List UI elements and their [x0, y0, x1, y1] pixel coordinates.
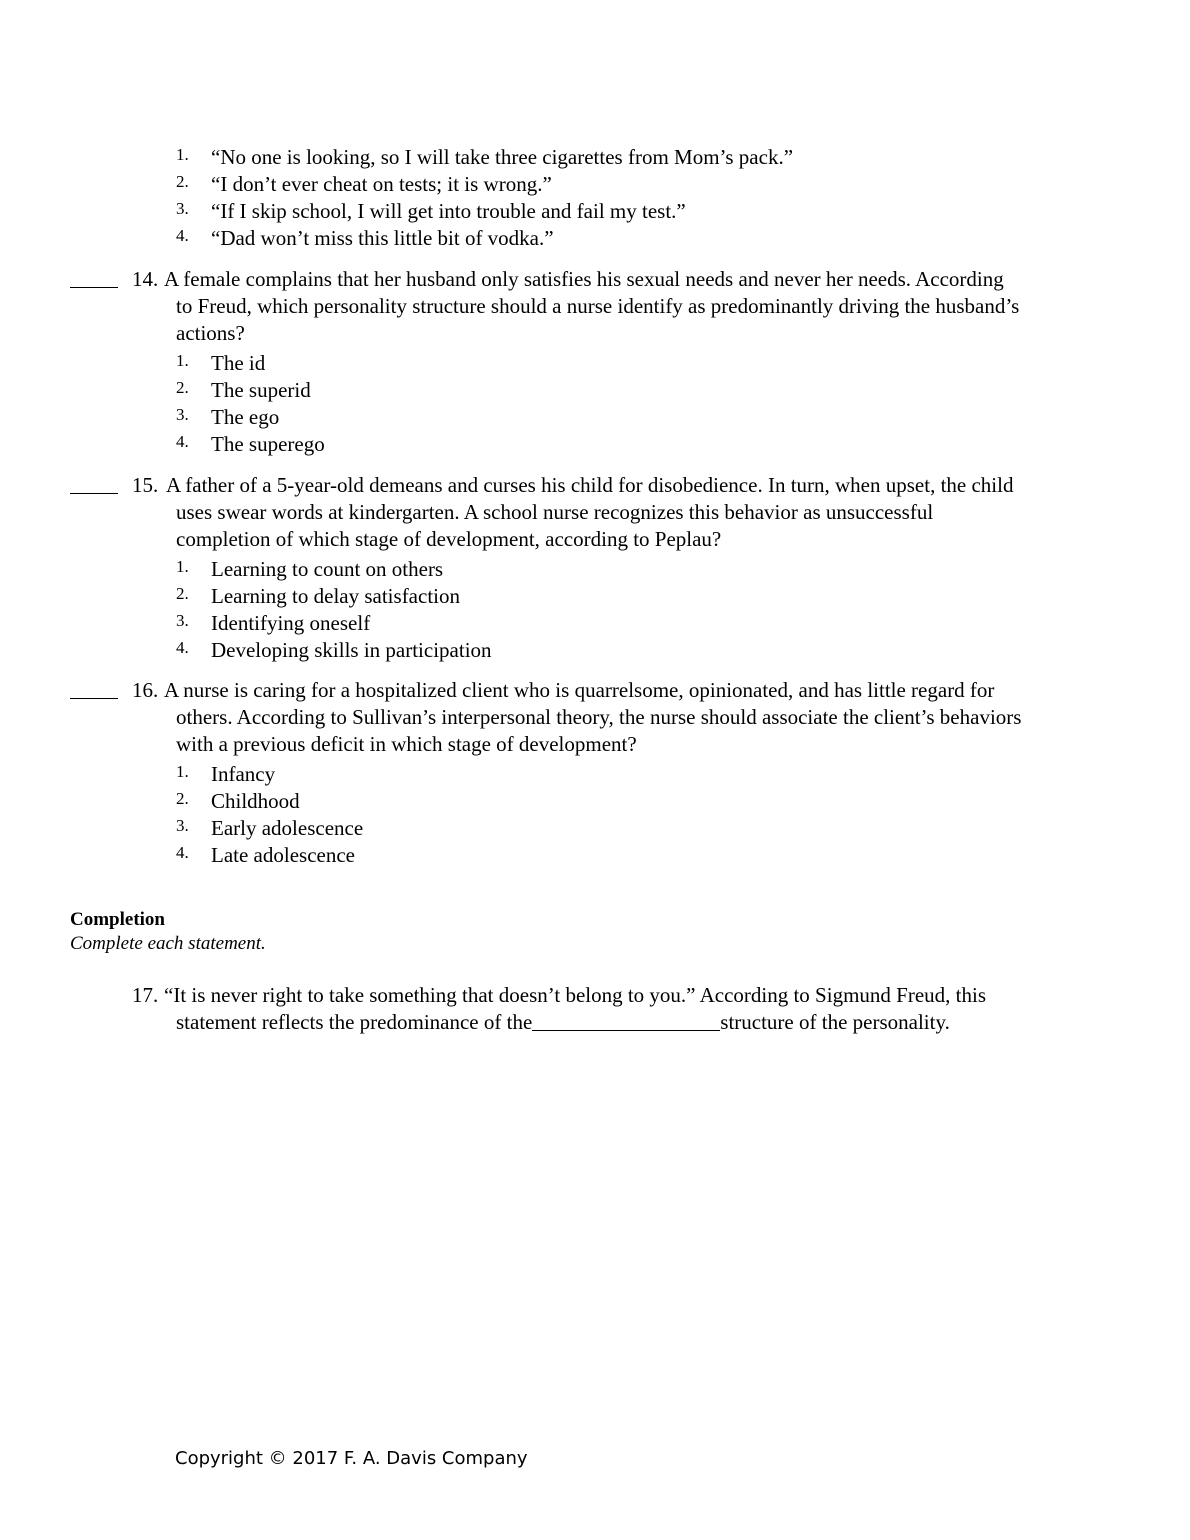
question-text-line: A female complains that her husband only satisfies his sexual needs and never her needs. According — [164, 267, 1004, 291]
question-text-line: to Freud, which personality structure should a nurse identify as predominantly driving the husband’s — [176, 294, 1020, 318]
q14-option-1 — [176, 347, 265, 377]
section-instructions: Complete each statement. — [70, 933, 266, 954]
q16-option-2 — [176, 785, 300, 815]
option-text: “If I skip school, I will get into trouble and fail my test.” — [211, 199, 686, 223]
q15-option-4 — [176, 634, 492, 664]
option-text: Learning to count on others — [211, 557, 444, 581]
section-title: Completion — [70, 909, 165, 930]
question-number: 16. — [132, 678, 159, 702]
question-text-line — [176, 1009, 950, 1036]
option-number: 4. — [176, 638, 189, 657]
option-number: 3. — [176, 611, 189, 630]
q16-option-4 — [176, 839, 355, 869]
option-number: 3. — [176, 199, 189, 218]
q13-option-3 — [176, 195, 686, 225]
option-number: 1. — [176, 762, 189, 781]
option-text: Identifying oneself — [211, 611, 371, 635]
question-text-line: A nurse is caring for a hospitalized client who is quarrelsome, opinionated, and has little regard for — [164, 678, 995, 702]
question-number: 17. — [132, 983, 159, 1007]
option-number: 3. — [176, 816, 189, 835]
q13-option-4 — [176, 222, 554, 252]
option-number: 4. — [176, 843, 189, 862]
option-number: 2. — [176, 172, 189, 191]
option-text: “I don’t ever cheat on tests; it is wrong.” — [211, 172, 552, 196]
statement-text-after: structure of the personality. — [720, 1010, 950, 1034]
question-number: 14. — [132, 267, 159, 291]
option-number: 2. — [176, 584, 189, 603]
question-text-line: actions? — [176, 321, 245, 345]
fill-in-blank[interactable] — [532, 1011, 720, 1031]
question-text-line: A father of a 5-year-old demeans and curses his child for disobedience. In turn, when upset, the child — [166, 473, 1014, 497]
question-text-line: completion of which stage of development, according to Peplau? — [176, 527, 722, 551]
option-number: 2. — [176, 789, 189, 808]
q13-option-1 — [176, 141, 793, 171]
q14-option-3 — [176, 401, 279, 431]
option-text: The superego — [211, 432, 325, 456]
q15-option-1 — [176, 553, 443, 583]
q16-option-1 — [176, 758, 275, 788]
option-number: 1. — [176, 145, 189, 164]
option-text: The superid — [211, 378, 311, 402]
question-text-line: uses swear words at kindergarten. A school nurse recognizes this behavior as unsuccessful — [176, 500, 934, 524]
copyright-footer: Copyright © 2017 F. A. Davis Company — [175, 1448, 528, 1469]
option-text: Infancy — [211, 762, 276, 786]
option-text: “Dad won’t miss this little bit of vodka.” — [211, 226, 554, 250]
option-text: “No one is looking, so I will take three cigarettes from Mom’s pack.” — [211, 145, 794, 169]
statement-text-before: statement reflects the predominance of the — [176, 1010, 533, 1034]
answer-blank[interactable] — [70, 268, 118, 288]
option-number: 4. — [176, 432, 189, 451]
option-text: Childhood — [211, 789, 300, 813]
option-text: The id — [211, 351, 266, 375]
question-text-line: with a previous deficit in which stage of development? — [176, 732, 637, 756]
option-number: 2. — [176, 378, 189, 397]
option-number: 3. — [176, 405, 189, 424]
option-text: Learning to delay satisfaction — [211, 584, 460, 608]
question-number: 15. — [132, 473, 159, 497]
q15-option-3 — [176, 607, 370, 637]
option-text: The ego — [211, 405, 280, 429]
question-text-line: others. According to Sullivan’s interpersonal theory, the nurse should associate the client’s behaviors — [176, 705, 1022, 729]
option-text: Early adolescence — [211, 816, 364, 840]
question-text-line: “It is never right to take something that doesn’t belong to you.” According to Sigmund Freud, this — [164, 983, 986, 1007]
option-text: Late adolescence — [211, 843, 355, 867]
q13-option-2 — [176, 168, 552, 198]
option-number: 4. — [176, 226, 189, 245]
option-number: 1. — [176, 351, 189, 370]
option-number: 1. — [176, 557, 189, 576]
q14-option-4 — [176, 428, 325, 458]
answer-blank[interactable] — [70, 474, 118, 494]
answer-blank[interactable] — [70, 679, 118, 699]
q15-option-2 — [176, 580, 460, 610]
option-text: Developing skills in participation — [211, 638, 492, 662]
q16-option-3 — [176, 812, 363, 842]
q14-option-2 — [176, 374, 311, 404]
